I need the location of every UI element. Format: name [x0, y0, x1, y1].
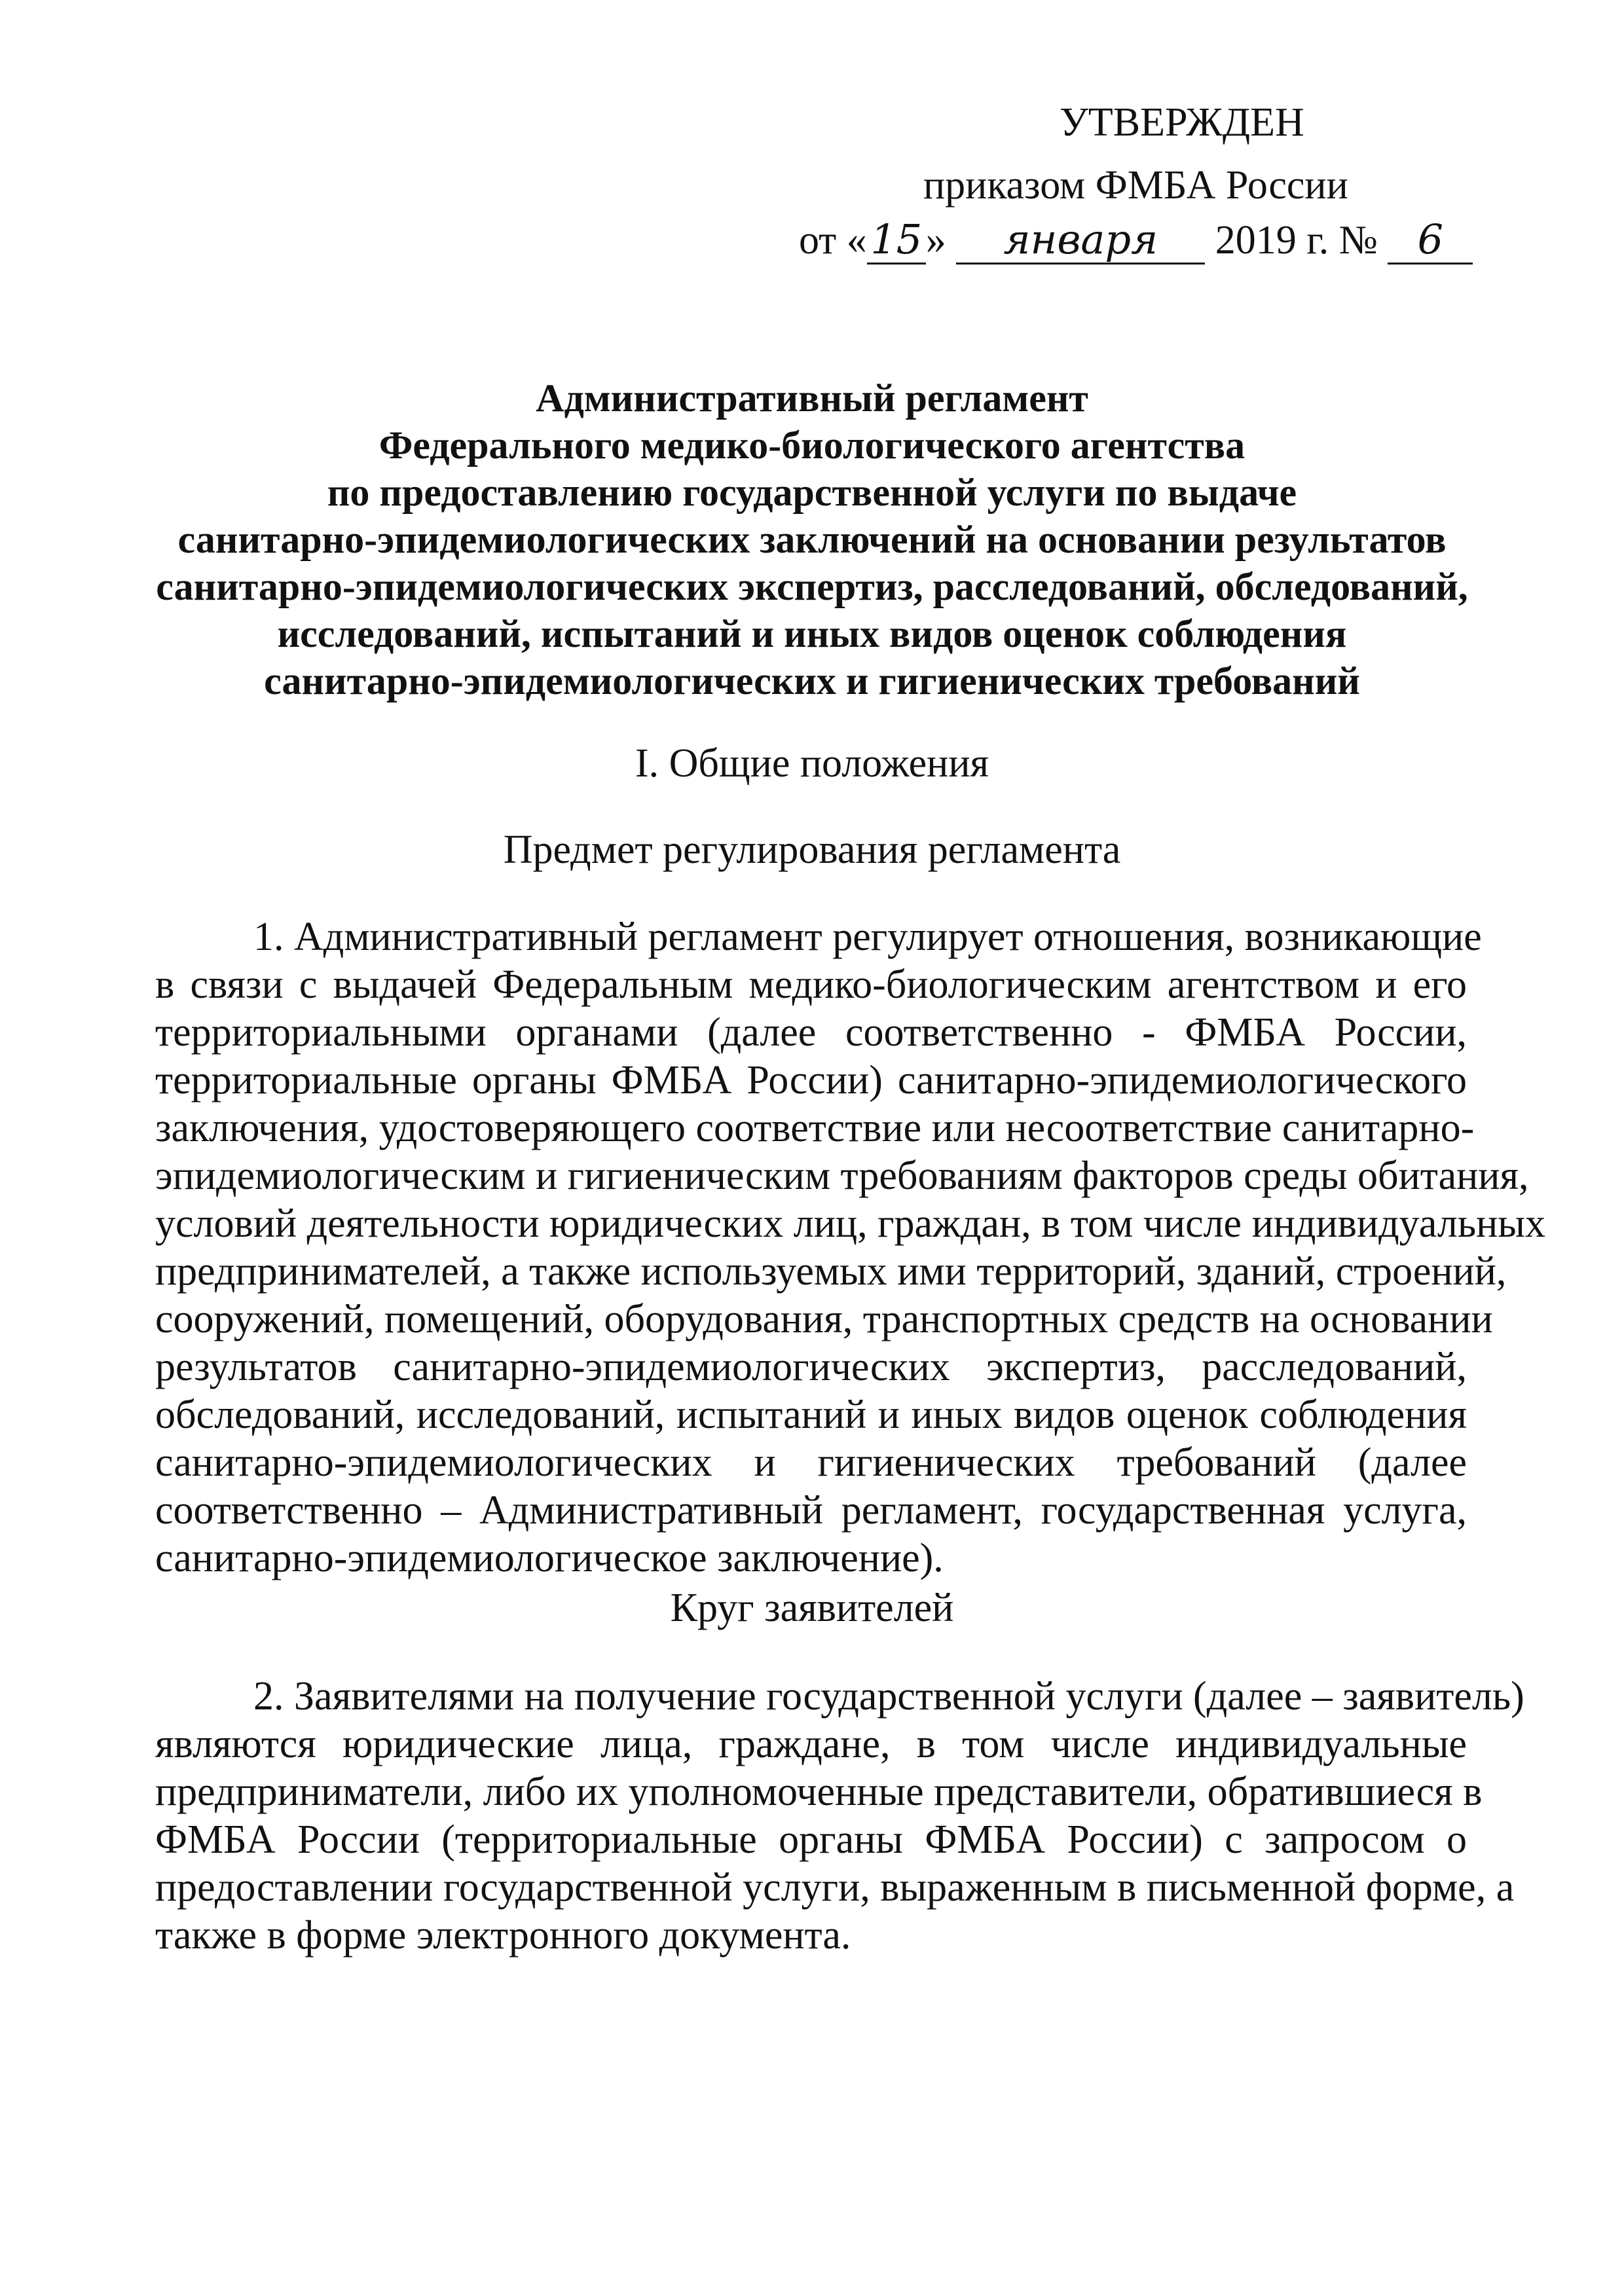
title-line: санитарно-эпидемиологических заключений на основании результатов [177, 518, 1447, 561]
paragraph-line: результатов санитарно-эпидемиологических экспертиз, расследований, [155, 1345, 1467, 1389]
title-line: санитарно-эпидемиологических экспертиз, расследований, обследований, [156, 565, 1468, 608]
paragraph-line: 2. Заявителями на получение государственной услуги (далее – заявитель) [253, 1674, 1524, 1719]
subheading-subject: Предмет регулирования регламента [503, 828, 1121, 872]
paragraph-line: обследований, исследований, испытаний и иных видов оценок соблюдения [155, 1393, 1467, 1437]
handwritten-order-number: 6 [1388, 217, 1473, 264]
handwritten-day: 15 [867, 217, 926, 264]
paragraph-line: ФМБА России (территориальные органы ФМБА России) с запросом о [155, 1817, 1467, 1862]
section-heading: I. Общие положения [635, 741, 989, 786]
title-line: по предоставлению государственной услуги по выдаче [327, 471, 1297, 514]
paragraph-line: предпринимателей, а также используемых ими территорий, зданий, строений, [155, 1249, 1507, 1294]
subheading-applicants: Круг заявителей [670, 1586, 954, 1630]
handwritten-month: января [956, 217, 1205, 264]
paragraph-line: являются юридические лица, граждане, в том числе индивидуальные [155, 1722, 1467, 1766]
paragraph-line: территориальные органы ФМБА России) санитарно-эпидемиологического [155, 1058, 1467, 1102]
paragraph-line: также в форме электронного документа. [155, 1913, 851, 1958]
approved-label: УТВЕРЖДЕН [1060, 100, 1304, 145]
date-prefix: от « [799, 218, 867, 263]
paragraph-2 [155, 1673, 1524, 1959]
paragraph-line: сооружений, помещений, оборудования, транспортных средств на основании [155, 1297, 1493, 1341]
paragraph-line: 1. Административный регламент регулирует отношения, возникающие [253, 915, 1482, 959]
paragraph-line: соответственно – Административный регламент, государственная услуга, [155, 1488, 1467, 1533]
paragraph-line: территориальными органами (далее соответственно - ФМБА России, [155, 1010, 1467, 1055]
title-line: исследований, испытаний и иных видов оценок соблюдения [277, 612, 1347, 655]
title-line: санитарно-эпидемиологических и гигиенических требований [264, 659, 1360, 702]
paragraph-1 [155, 913, 1545, 1582]
date-mid: » [925, 218, 946, 263]
paragraph-line: заключения, удостоверяющего соответствие или несоответствие санитарно- [155, 1106, 1475, 1150]
order-date-line [799, 210, 1473, 271]
order-line: приказом ФМБА России [923, 163, 1348, 208]
paragraph-line: в связи с выдачей Федеральным медико-биологическим агентством и его [155, 962, 1467, 1007]
title-line: Федерального медико-биологического агентства [378, 424, 1246, 467]
paragraph-line: эпидемиологическим и гигиеническим требованиям факторов среды обитания, [155, 1154, 1529, 1198]
year-text: 2019 г. № [1215, 218, 1378, 263]
paragraph-line: предприниматели, либо их уполномоченные представители, обратившиеся в [155, 1770, 1483, 1814]
paragraph-line: предоставлении государственной услуги, выраженным в письменной форме, а [155, 1865, 1515, 1910]
paragraph-line: условий деятельности юридических лиц, граждан, в том числе индивидуальных [155, 1201, 1545, 1246]
title-line: Административный регламент [536, 376, 1088, 420]
paragraph-line: санитарно-эпидемиологических и гигиенических требований (далее [155, 1440, 1467, 1485]
document-title [131, 374, 1493, 704]
paragraph-line: санитарно-эпидемиологическое заключение). [155, 1536, 944, 1580]
